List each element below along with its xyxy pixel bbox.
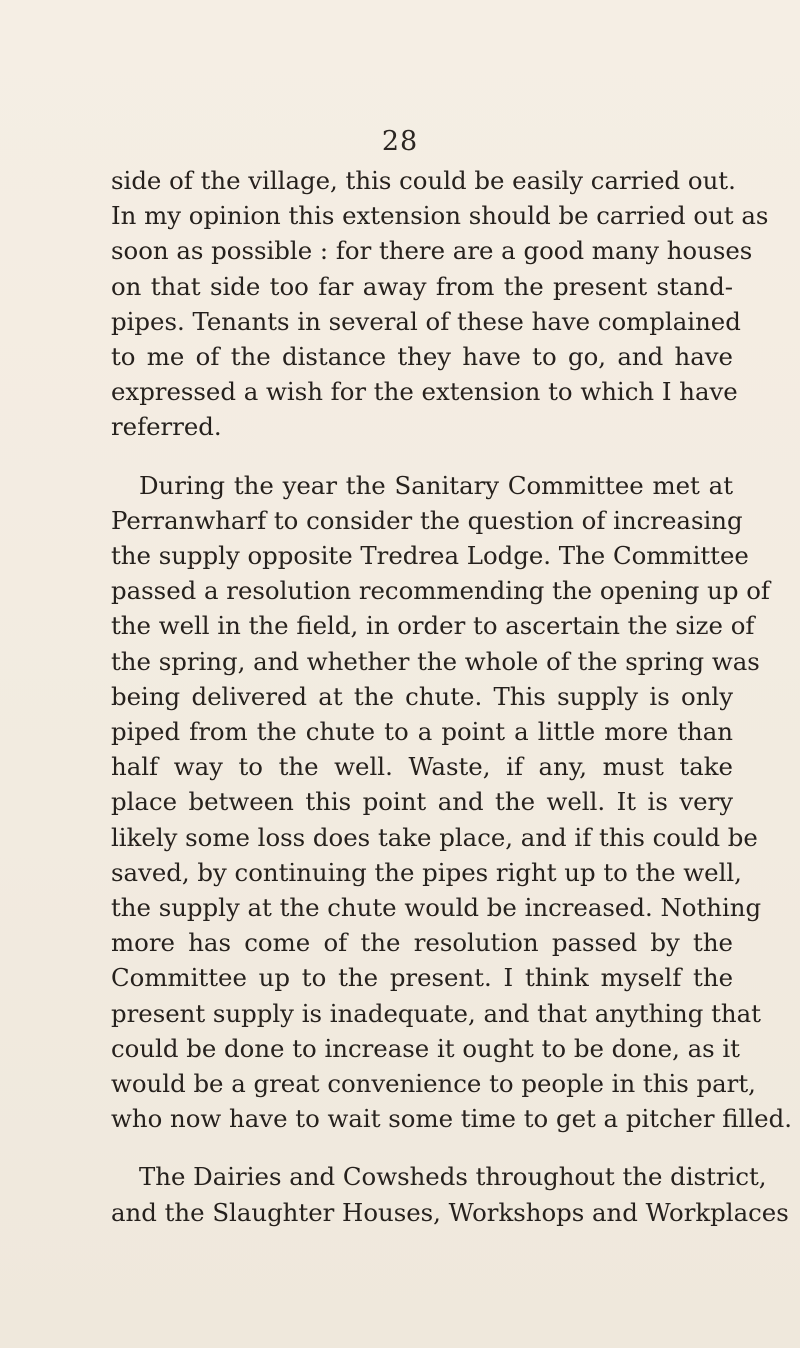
text-line: expressed a wish for the extension to which I have (111, 377, 738, 407)
text-line: the well in the field, in order to ascertain the size of (111, 611, 755, 641)
text-line: being delivered at the chute. This supply is only (111, 681, 733, 711)
page-number: 28 (381, 126, 419, 157)
text-line: passed a resolution recommending the opening up of (111, 576, 770, 606)
text-line: piped from the chute to a point a little more than (111, 717, 733, 747)
text-line: The Dairies and Cowsheds throughout the district, (139, 1162, 767, 1192)
text-line: During the year the Sanitary Committee met at (139, 470, 733, 500)
text-line: present supply is inadequate, and that anything that (111, 998, 761, 1028)
paragraph-1 (111, 163, 769, 445)
text-line: Perranwharf to consider the question of increasing (111, 505, 743, 535)
text-line: more has come of the resolution passed by the (111, 928, 733, 958)
text-line: likely some loss does take place, and if this could be (111, 822, 758, 852)
paragraph-3 (111, 1159, 789, 1229)
text-line: and the Slaughter Houses, Workshops and Workplaces (111, 1197, 789, 1227)
text-line: the spring, and whether the whole of the spring was (111, 646, 760, 676)
text-line: referred. (111, 412, 222, 442)
text-line: on that side too far away from the present stand- (111, 271, 733, 301)
text-line: saved, by continuing the pipes right up to the well, (111, 857, 742, 887)
text-line: who now have to wait some time to get a pitcher filled. (111, 1104, 792, 1134)
text-line: place between this point and the well. It is very (111, 787, 733, 817)
text-line: side of the village, this could be easily carried out. (111, 166, 736, 195)
text-line: the supply opposite Tredrea Lodge. The Committee (111, 541, 749, 571)
text-line: Committee up to the present. I think myself the (111, 963, 733, 993)
text-line: pipes. Tenants in several of these have complained (111, 306, 741, 336)
text-line: soon as possible : for there are a good many houses (111, 236, 753, 266)
text-line: half way to the well. Waste, if any, must take (111, 752, 733, 782)
text-line: could be done to increase it ought to be done, as it (111, 1033, 740, 1063)
text-line: In my opinion this extension should be carried out as (111, 201, 769, 231)
text-line: to me of the distance they have to go, and have (111, 342, 733, 372)
text-line: would be a great convenience to people in this part, (111, 1069, 756, 1099)
text-line: the supply at the chute would be increased. Nothing (111, 893, 762, 923)
paragraph-2 (111, 468, 792, 1137)
body-text (111, 163, 792, 1230)
